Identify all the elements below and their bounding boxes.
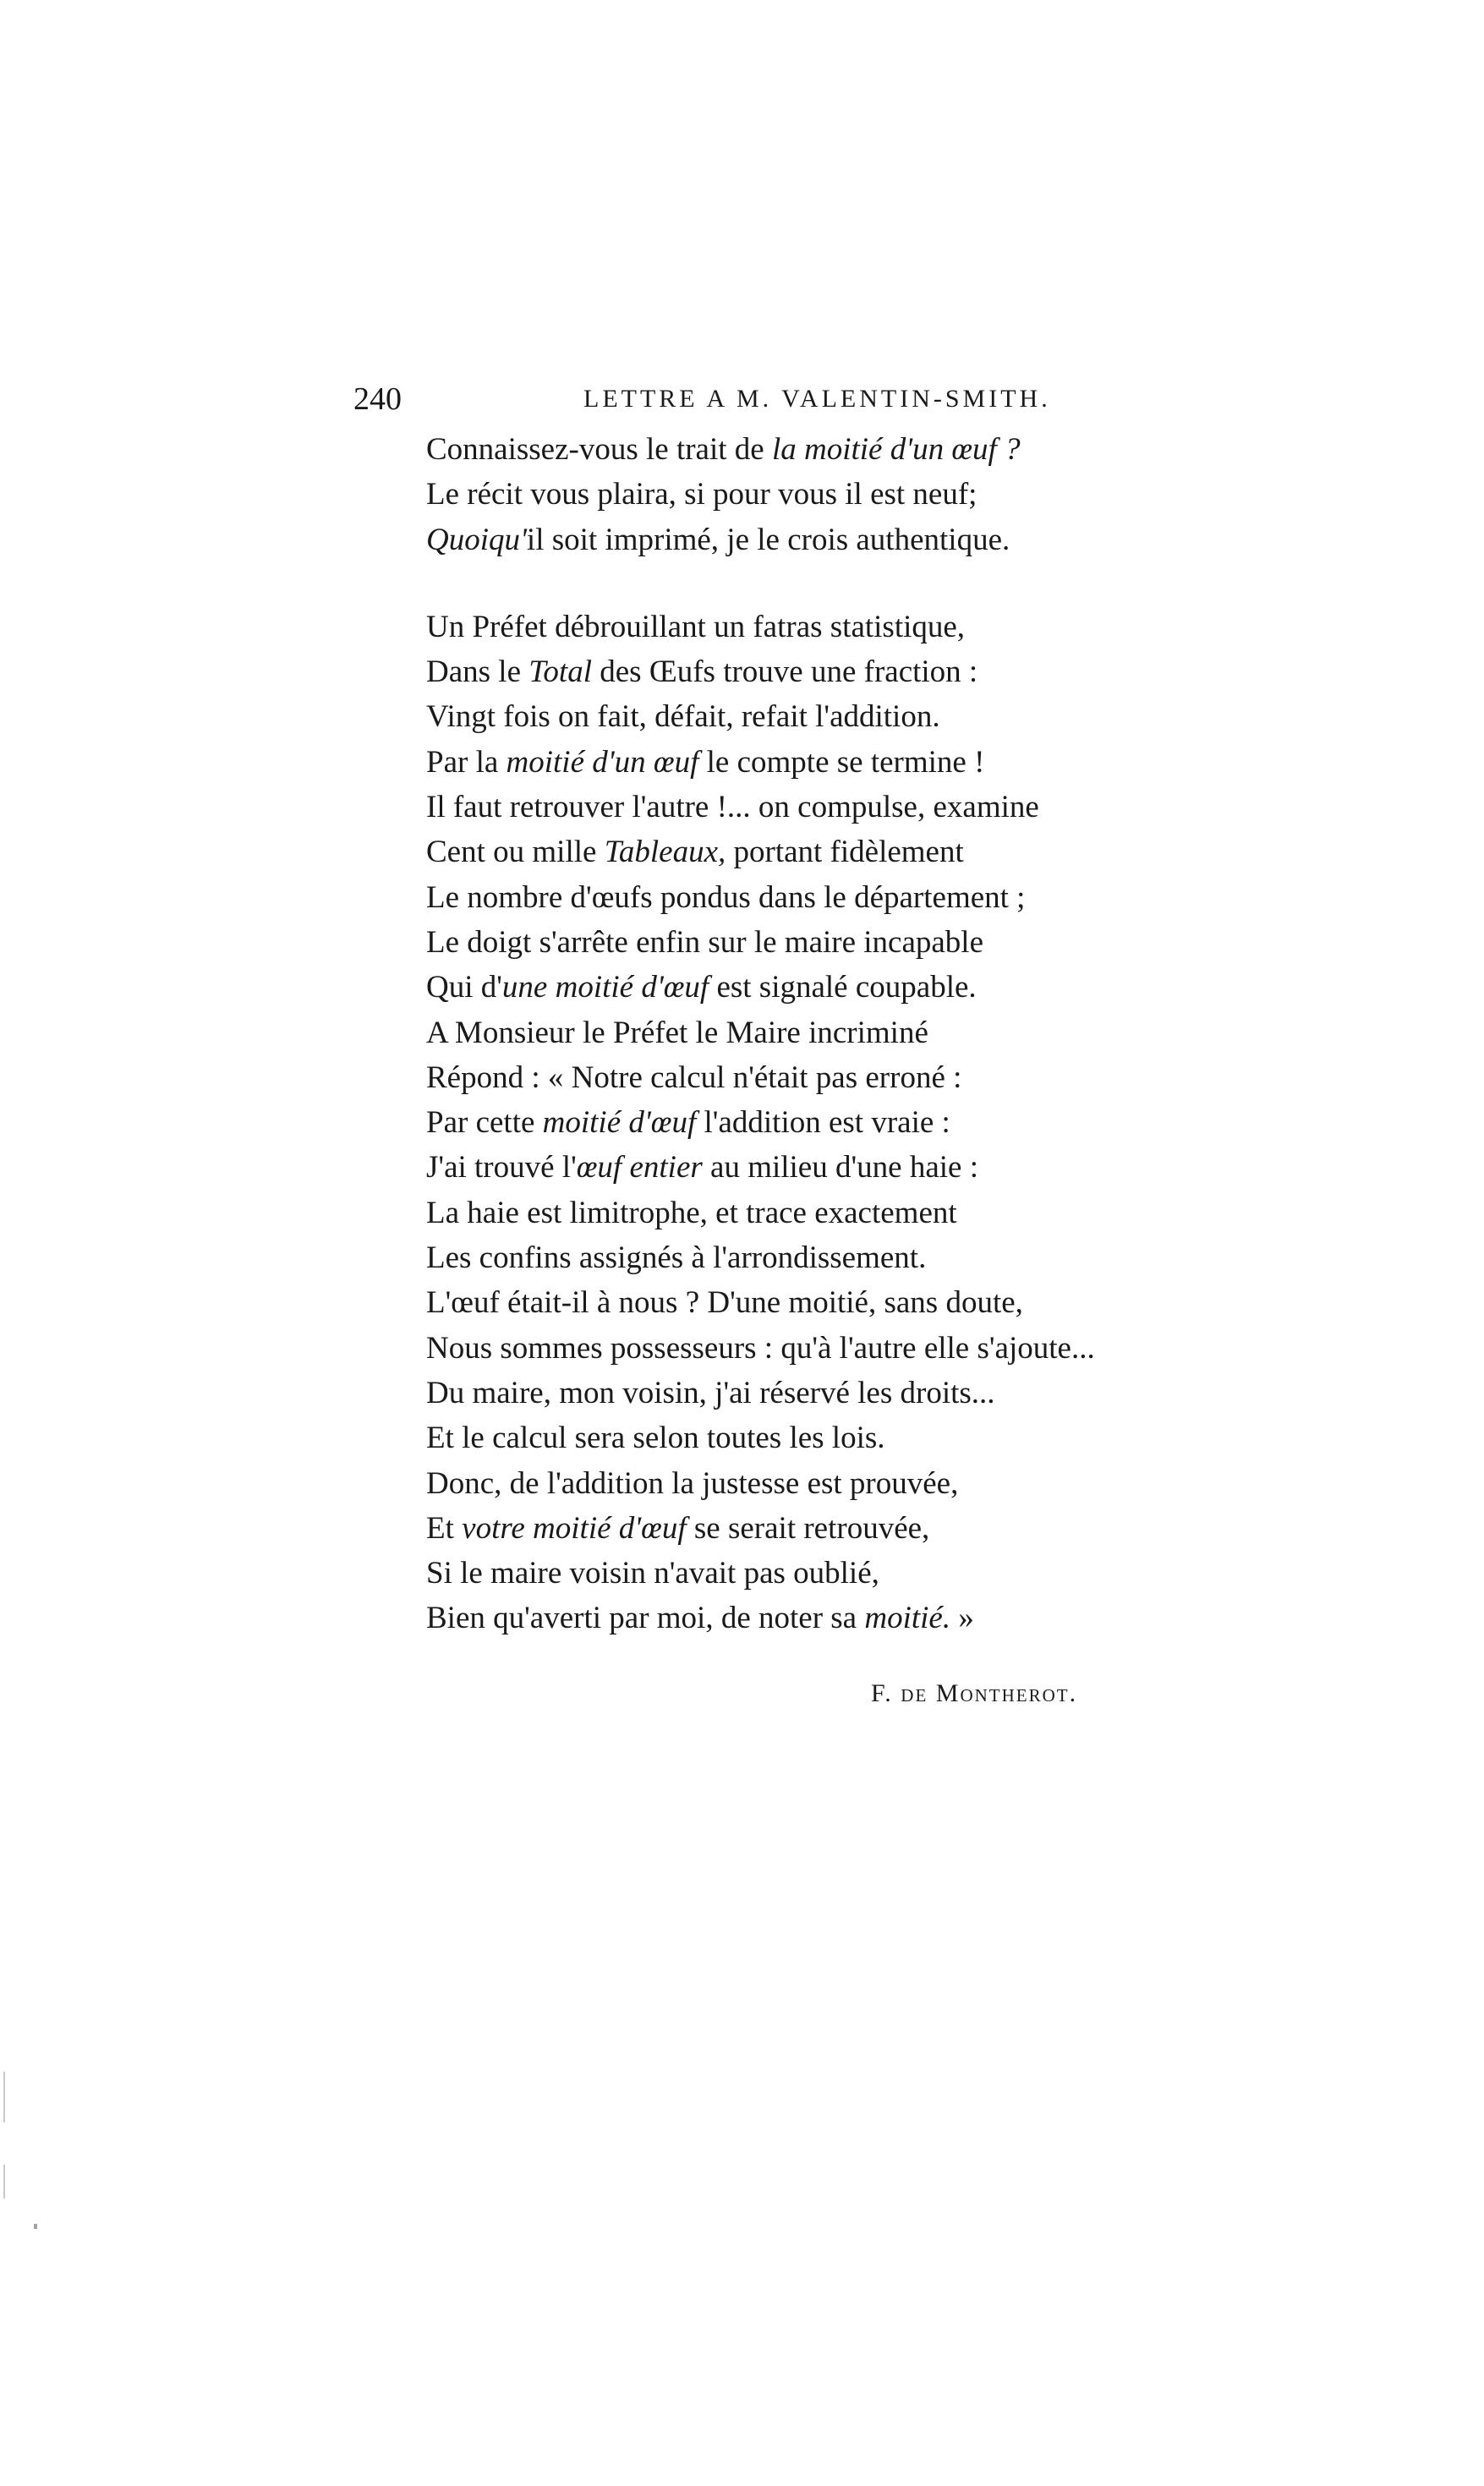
verse-line [426,740,1238,785]
verse-text: L'œuf était-il à nous ? D'une moitié, sans doute, [426,1285,1023,1321]
stanza-1 [426,427,1238,562]
verse-text: au milieu d'une haie : [702,1150,978,1186]
verse-line [426,1280,1238,1325]
verse-text: Les confins assignés à l'arrondissement. [426,1240,927,1276]
verse-line [426,1191,1238,1235]
verse-line [426,427,1238,472]
verse-line [426,920,1238,965]
verse-line [426,1596,1238,1640]
verse-text: Bien qu'averti par moi, de noter sa [426,1601,865,1636]
verse-text: La haie est limitrophe, et trace exactement [426,1195,957,1230]
verse-text: Cent ou mille [426,835,605,870]
verse-text: Si le maire voisin n'avait pas oublié, [426,1556,879,1591]
verse-line [426,1145,1238,1190]
verse-text: J'ai trouvé l' [426,1150,577,1186]
verse-text: Qui d' [426,970,502,1005]
signature-name: de Montherot. [901,1679,1078,1707]
verse-text: des Œufs trouve une fraction : [592,654,978,690]
page-header [353,374,1165,424]
verse-text: Nous sommes possesseurs : qu'à l'autre elle s'ajoute... [426,1330,1095,1366]
verse-italic-text: Total [528,654,592,690]
verse-text: » [950,1601,974,1636]
verse-line [426,875,1238,920]
verse-line [426,649,1238,694]
signature-initial: F. [871,1679,893,1707]
verse-italic-text: moitié d'œuf [542,1105,697,1141]
verse-italic-text: moitié. [864,1601,951,1636]
verse-italic-text: Quoiqu' [426,522,527,557]
verse-line [426,785,1238,830]
stanza-2 [426,605,1238,1641]
poem [426,427,1238,1641]
verse-text: il soit imprimé, je le crois authentique. [526,522,1010,557]
verse-text: Vingt fois on fait, défait, refait l'addition. [426,699,940,735]
scan-artifact [3,2165,5,2199]
scan-artifact [3,2072,5,2122]
verse-line [426,1461,1238,1506]
verse-text: se serait retrouvée, [686,1510,930,1546]
verse-text: Donc, de l'addition la justesse est prouvée, [426,1465,959,1501]
verse-text: est signalé coupable. [709,970,977,1005]
verse-line [426,1235,1238,1280]
verse-italic-text: Tableaux, [604,835,726,870]
verse-line [426,830,1238,874]
stanza-break [426,562,1238,605]
verse-italic-text: une moitié d'œuf [501,970,709,1005]
verse-line [426,1551,1238,1596]
verse-line [426,694,1238,739]
verse-line [426,1010,1238,1055]
verse-line [426,1371,1238,1415]
verse-text: Du maire, mon voisin, j'ai réservé les droits... [426,1375,995,1410]
verse-line [426,1055,1238,1100]
verse-text: l'addition est vraie : [696,1105,950,1141]
verse-text: Le nombre d'œufs pondus dans le département ; [426,879,1026,915]
verse-italic-text: la moitié d'un œuf ? [771,432,1021,467]
verse-text: A Monsieur le Préfet le Maire incriminé [426,1015,928,1050]
verse-italic-text: œuf entier [576,1150,703,1186]
verse-line [426,605,1238,649]
verse-line [426,1506,1238,1551]
running-title: LETTRE A M. VALENTIN-SMITH. [583,385,1051,413]
page-number: 240 [353,381,402,417]
author-signature [871,1673,1077,1715]
verse-line [426,1326,1238,1371]
verse-line [426,965,1238,1010]
verse-line [426,517,1238,562]
verse-text: Par la [426,744,507,780]
verse-text: Le doigt s'arrête enfin sur le maire incapable [426,924,984,960]
verse-italic-text: votre moitié d'œuf [462,1510,687,1546]
verse-text: Et le calcul sera selon toutes les lois. [426,1421,885,1456]
verse-line [426,472,1238,517]
verse-text: Connaissez-vous le trait de [426,432,772,467]
verse-text: Répond : « Notre calcul n'était pas erroné : [426,1060,962,1095]
verse-text: Par cette [426,1105,543,1141]
scan-artifact [34,2224,37,2229]
verse-line [426,1100,1238,1145]
verse-text: Dans le [426,654,529,690]
verse-text: portant fidèlement [726,835,964,870]
verse-line [426,1415,1238,1460]
verse-text: Un Préfet débrouillant un fatras statistique, [426,609,966,644]
verse-text: Le récit vous plaira, si pour vous il est neuf; [426,477,977,512]
verse-text: Il faut retrouver l'autre !... on compulse, examine [426,790,1039,825]
verse-italic-text: moitié d'un œuf [506,744,699,780]
verse-text: le compte se termine ! [698,744,985,780]
verse-text: Et [426,1510,463,1546]
